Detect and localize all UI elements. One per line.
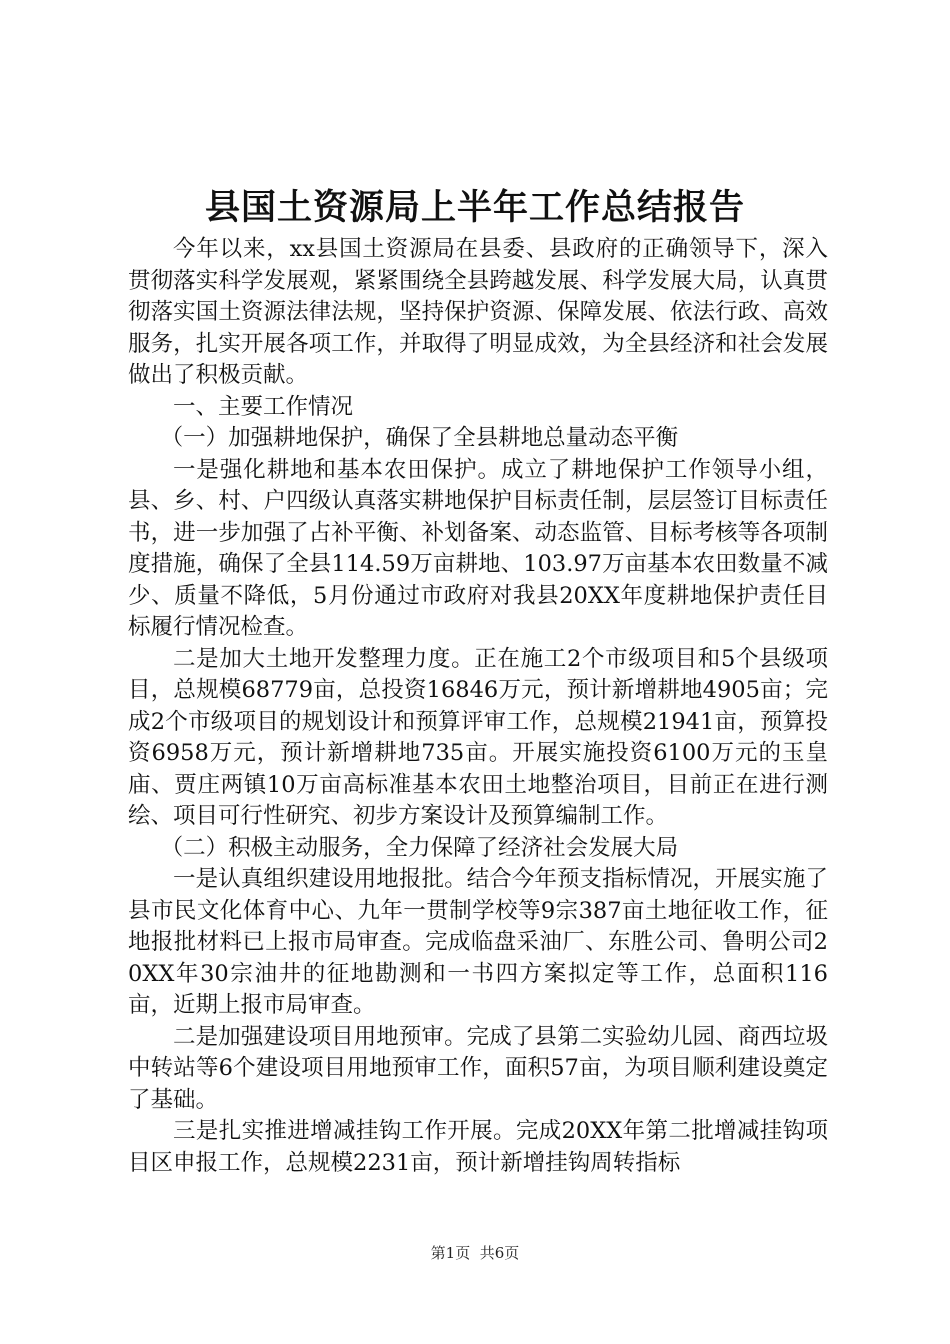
paragraph-land-development: 二是加大土地开发整理力度。正在施工2个市级项目和5个县级项目，总规模68779亩，总投资16846万元，预计新增耕地4905亩；完成2个市级项目的规划设计和预算评审工作，总规模21941亩，预算投资6958万元，预计新增耕地735亩。开展实施投资6100万元的玉皇庙、贾庄两镇10万亩高标准基本农田土地整治项目，目前正在进行测绘、项目可行性研究、初步方案设计及预算编制工作。 (128, 645, 828, 829)
subsection-heading-farmland-protection: （一）加强耕地保护，确保了全县耕地总量动态平衡 (160, 425, 679, 451)
subsection-heading-active-service: （二）积极主动服务，全力保障了经济社会发展大局 (160, 834, 679, 861)
intro-paragraph: 今年以来，xx县国土资源局在县委、县政府的正确领导下，深入贯彻落实科学发展观，紧紧围绕全县跨越发展、科学发展大局，认真贯彻落实国土资源法律法规，坚持保护资源、保障发展、依法行政、高效服务，扎实开展各项工作，并取得了明显成效，为全县经济和社会发展做出了积极贡献。 (128, 236, 828, 388)
paragraph-farmland-protection: 一是强化耕地和基本农田保护。成立了耕地保护工作领导小组，县、乡、村、户四级认真落实耕地保护目标责任制，层层签订目标责任书，进一步加强了占补平衡、补划备案、动态监管、目标考核等各项制度措施，确保了全县114.59万亩耕地、103.97万亩基本农田数量不减少、质量不降低，5月份通过市政府对我县20XX年度耕地保护责任目标履行情况检查。 (128, 456, 828, 640)
paragraph-construction-land-approval: 一是认真组织建设用地报批。结合今年预支指标情况，开展实施了县市民文化体育中心、九年一贯制学校等9宗387亩土地征收工作，征地报批材料已上报市局审查。完成临盘采油厂、东胜公司、鲁明公司20XX年30宗油井的征地勘测和一书四方案拟定等工作，总面积116亩，近期上报市局审查。 (128, 866, 828, 1018)
paragraph-linkage-work: 三是扎实推进增减挂钩工作开展。完成20XX年第二批增减挂钩项目区申报工作，总规模2231亩，预计新增挂钩周转指标 (128, 1118, 828, 1176)
page-total: 共6页 (479, 1244, 520, 1262)
document-body (128, 234, 828, 1179)
page-footer (0, 1243, 950, 1263)
document-title: 县国土资源局上半年工作总结报告 (204, 187, 745, 228)
footer-separator (470, 1244, 480, 1262)
paragraph-land-pre-review: 二是加强建设项目用地预审。完成了县第二实验幼儿园、商西垃圾中转站等6个建设项目用地预审工作，面积57亩，为项目顺利建设奠定了基础。 (128, 1023, 828, 1113)
section-heading-main-work: 一、主要工作情况 (173, 393, 354, 420)
page-number: 第1页 (430, 1244, 471, 1262)
